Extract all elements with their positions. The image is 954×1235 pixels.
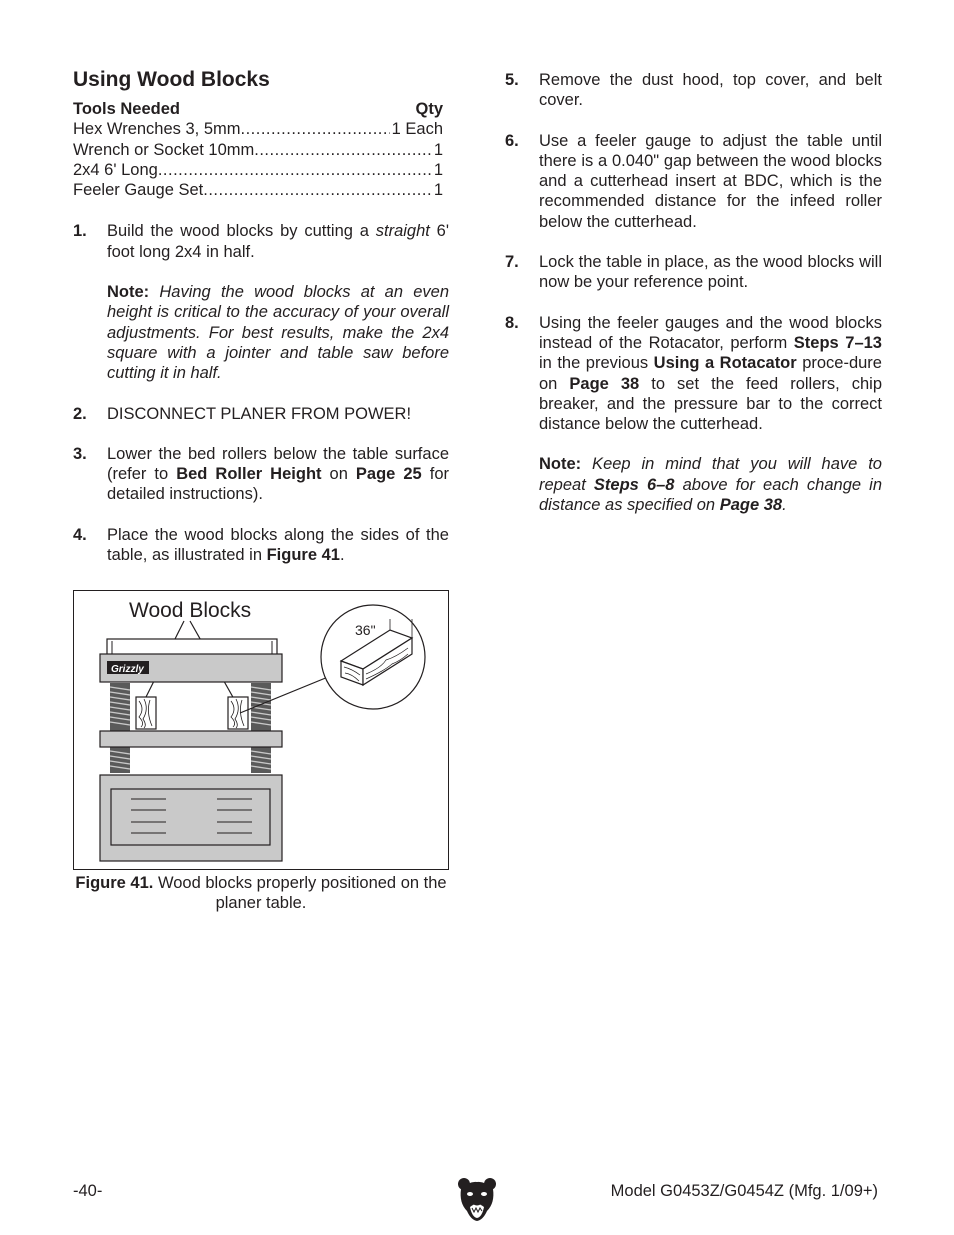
tool-qty: 1 Each (391, 120, 443, 139)
step-text: Build the wood blocks by cutting a straight 6' foot long 2x4 in half. (107, 222, 449, 261)
wood-block-right (228, 697, 248, 729)
step-7 (505, 252, 882, 293)
model-info: Model G0453Z/G0454Z (Mfg. 1/09+) (610, 1182, 878, 1200)
figure-caption-text: Wood blocks properly positioned on the planer table. (153, 874, 447, 913)
planer-illustration (74, 591, 448, 869)
step-6 (505, 131, 882, 232)
step-text: Remove the dust hood, top cover, and belt cover. (539, 71, 882, 110)
tool-name: Wrench or Socket 10mm (73, 140, 255, 159)
step-text: Using the feeler gauges and the wood blocks instead of the Rotacator, perform Steps 7–13 in the previous Using a Rotacator proce-dure on Page 38 to set the feed rollers, chip breaker, and the pressure bar to the correct distance below the cutterhead. (539, 313, 883, 434)
step-number: 4. (73, 525, 87, 544)
step-text: DISCONNECT PLANER FROM POWER! (107, 404, 412, 423)
step-number: 6. (505, 131, 519, 150)
tool-qty: 1 (433, 160, 443, 179)
tools-header-qty: Qty (415, 100, 443, 118)
tool-qty: 1 (433, 140, 443, 159)
tool-row (73, 180, 443, 200)
figure-caption-label: Figure 41. (75, 874, 154, 892)
step-body (539, 131, 882, 232)
step-2 (73, 404, 449, 424)
wood-block-left (136, 697, 156, 729)
figure-41 (73, 590, 449, 870)
tool-row (73, 140, 443, 160)
right-column-screw (251, 683, 271, 773)
step-4 (73, 525, 449, 566)
right-column (505, 70, 882, 515)
tool-name: Feeler Gauge Set (73, 181, 204, 200)
step-body (539, 252, 882, 293)
tools-table (73, 99, 449, 200)
step-number: 5. (505, 71, 519, 89)
tool-name: Hex Wrenches 3, 5mm (73, 120, 241, 139)
left-column (73, 67, 449, 565)
tool-name: 2x4 6' Long (73, 160, 158, 179)
section-title: Using Wood Blocks (73, 68, 270, 91)
step-body (539, 70, 882, 111)
step-number: 3. (73, 444, 87, 463)
step-body (107, 444, 449, 505)
step-3 (73, 444, 449, 505)
tools-header-label: Tools Needed (73, 100, 180, 118)
figure-caption (73, 873, 449, 914)
step-number: 1. (73, 222, 87, 241)
step-8 (505, 313, 882, 516)
step-note: Note: Keep in mind that you will have to repeat Steps 6–8 above for each change in distance as specified on Page 38. (539, 455, 883, 515)
step-body (107, 404, 449, 424)
step-number: 2. (73, 404, 87, 423)
step-body (539, 313, 882, 516)
step-5 (505, 70, 882, 111)
step-number: 8. (505, 313, 519, 332)
length-label: 36" (355, 622, 376, 638)
planer-table (100, 731, 282, 747)
step-text: Lock the table in place, as the wood blocks will now be your reference point. (539, 253, 882, 292)
tools-header (73, 99, 443, 119)
svg-text:Grizzly: Grizzly (111, 664, 144, 675)
bear-head-logo-icon (457, 1177, 497, 1222)
step-1 (73, 221, 449, 383)
step-body (107, 525, 449, 566)
step-text: Lower the bed rollers below the table surface (refer to Bed Roller Height on Page 25 for detailed instructions). (107, 444, 449, 504)
step-number: 7. (505, 253, 519, 272)
step-text: Use a feeler gauge to adjust the table until there is a 0.040" gap between the wood blocks and a cutterhead insert at BDC, which is the recommended distance for the infeed roller below the cutterhead. (539, 131, 882, 231)
step-text: Place the wood blocks along the sides of the table, as illustrated in Figure 41. (107, 525, 449, 565)
step-body (107, 221, 449, 383)
left-column-screw (110, 683, 130, 773)
wood-blocks-label: Wood Blocks (129, 599, 252, 622)
note-label: Note: (107, 283, 150, 302)
tool-qty: 1 (433, 181, 443, 200)
tool-row (73, 119, 443, 139)
tool-row (73, 160, 443, 180)
page-number: -40- (73, 1182, 103, 1200)
note-label: Note: (539, 455, 582, 474)
step-note: Note: Having the wood blocks at an even height is critical to the accuracy of your overall adjustments. For best results, make the 2x4 square with a jointer and table saw before cutting it in half. (107, 283, 449, 383)
